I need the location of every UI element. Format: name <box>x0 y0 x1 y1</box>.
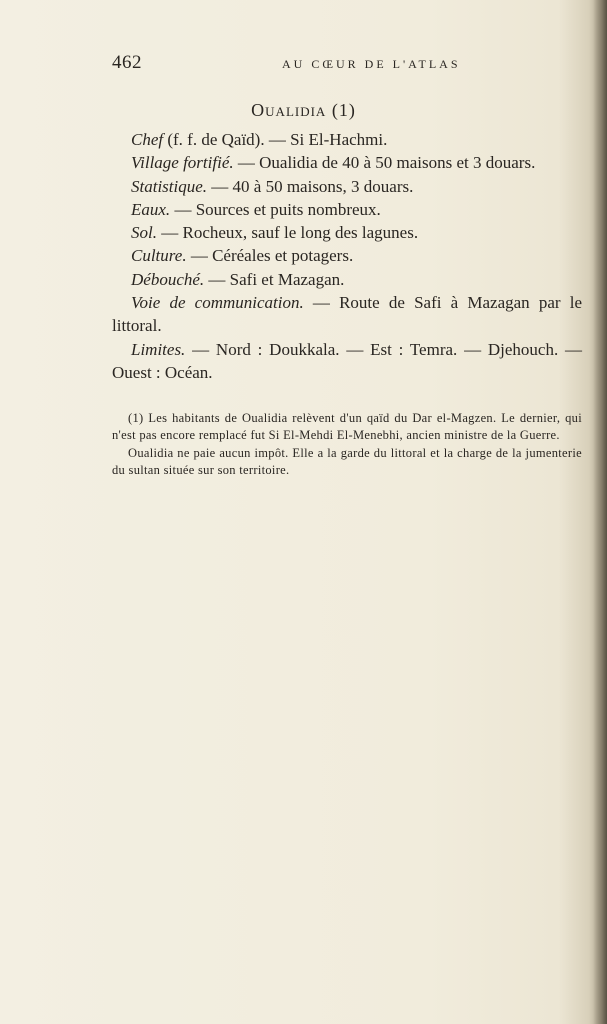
running-head: AU CŒUR DE L'ATLAS <box>282 57 461 71</box>
entry-voie <box>112 291 582 338</box>
entry-debouche <box>112 268 582 291</box>
entry-eaux <box>112 198 582 221</box>
entry-text: — Céréales et potagers. <box>190 246 354 266</box>
entry-limites <box>112 338 582 385</box>
entry-text: — Sources et puits nombreux. <box>174 199 381 219</box>
entry-label: Statistique. <box>131 176 208 196</box>
book-spine-shadow <box>593 0 607 1024</box>
entry-label: Culture. <box>131 246 187 266</box>
entry-text: — Oualidia de 40 à 50 maisons et 3 douars. <box>237 153 536 173</box>
entry-text: — Route de Safi à Mazagan par le littoral. <box>112 293 583 336</box>
entry-text: (f. f. de Qaïd). — Si El-Hachmi. <box>167 130 388 149</box>
entry-label: Eaux. <box>131 199 171 219</box>
entry-statistique <box>112 175 582 198</box>
entry-sol <box>112 221 582 244</box>
entry-village <box>112 151 582 174</box>
page-number: 462 <box>112 52 142 73</box>
section-title-text: Oualidia <box>251 100 327 120</box>
entry-label: Chef <box>131 130 164 149</box>
footnotes <box>112 410 582 479</box>
entry-label: Voie de communication. <box>131 293 304 313</box>
section-title <box>0 100 607 121</box>
entry-chef <box>112 128 582 151</box>
footnote: Oualidia ne paie aucun impôt. Elle a la garde du littoral et la charge de la jumenterie du sultan située sur son territoire. <box>112 445 582 477</box>
footnote: (1) Les habitants de Oualidia relèvent d'un qaïd du Dar el-Magzen. Le dernier, qui n'est pas encore remplacé fut Si El-Mehdi El-Menebhi, ancien ministre de la Guerre. <box>112 411 582 443</box>
entry-label: Village fortifié. <box>131 153 234 173</box>
entry-culture <box>112 244 582 267</box>
entry-text: — Rocheux, sauf le long des lagunes. <box>161 223 419 243</box>
entries-list <box>112 128 582 384</box>
entry-label: Sol. <box>131 223 157 243</box>
entry-text: — Safi et Mazagan. <box>208 269 345 289</box>
section-note-ref: (1) <box>331 100 356 120</box>
entry-text: — Nord : Doukkala. — Est : Temra. — Djehouch. — Ouest : Océan. <box>112 339 583 382</box>
entry-label: Débouché. <box>131 269 205 289</box>
entry-label: Limites. <box>131 339 186 359</box>
entry-text: — 40 à 50 maisons, 3 douars. <box>211 176 414 196</box>
page-header <box>112 52 582 74</box>
